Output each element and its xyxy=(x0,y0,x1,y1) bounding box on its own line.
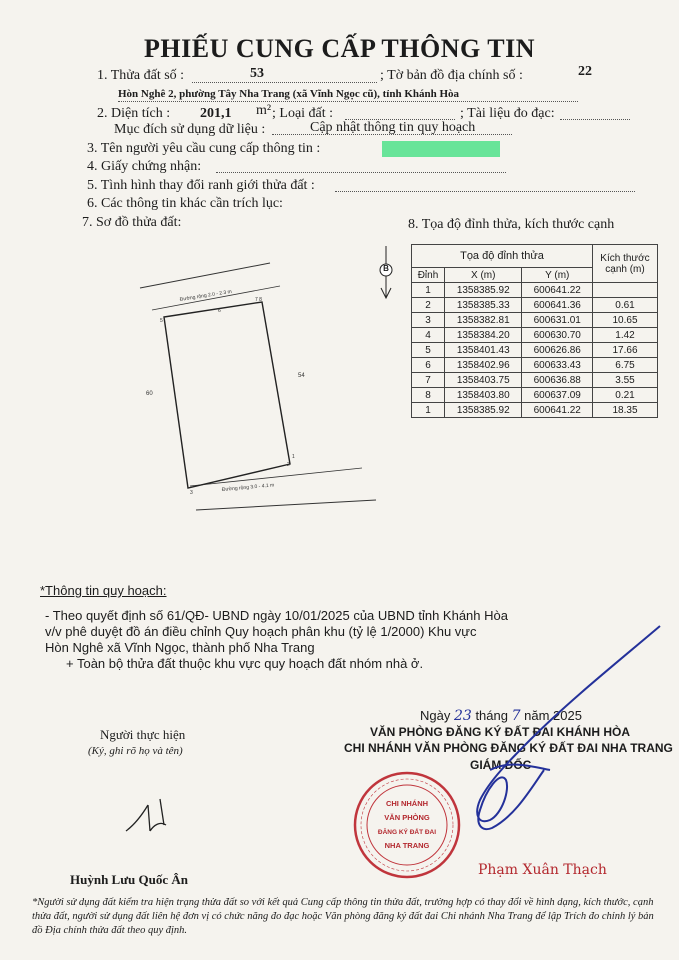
table-row xyxy=(412,283,658,298)
road-bottom-label: Đường rộng 3.0 - 4.1 m xyxy=(221,482,275,493)
area-value: 201,1 xyxy=(200,106,232,121)
parcel-boundary xyxy=(164,302,290,488)
header-coords: Tọa độ đỉnh thửa xyxy=(412,245,593,268)
parcel-number: 53 xyxy=(250,66,264,81)
table-cell-x: 1358385.33 xyxy=(445,298,522,313)
executor-note: (Ký, ghi rõ họ và tên) xyxy=(88,745,183,757)
boundary-change-label: 5. Tình hình thay đổi ranh giới thửa đất : xyxy=(87,178,315,193)
road-bottom-edge-2 xyxy=(196,500,376,510)
redacted-name-highlight xyxy=(382,141,500,157)
table-cell-d: 7 xyxy=(412,373,445,388)
table-cell-c: 1.42 xyxy=(593,328,658,343)
dotted-line xyxy=(560,119,630,120)
executor-label: Người thực hiện xyxy=(100,727,186,742)
executor-signature xyxy=(120,795,180,840)
table-cell-y: 600631.01 xyxy=(522,313,593,328)
table-cell-y: 600633.43 xyxy=(522,358,593,373)
vertex-label: 5 xyxy=(160,318,163,324)
table-cell-c: 6.75 xyxy=(593,358,658,373)
certificate-label: 4. Giấy chứng nhận: xyxy=(87,159,202,174)
planning-heading: *Thông tin quy hoạch: xyxy=(40,583,167,598)
table-row xyxy=(412,328,658,343)
table-row xyxy=(412,298,658,313)
north-mark: B xyxy=(383,264,389,273)
coords-label: 8. Tọa độ đỉnh thửa, kích thước cạnh xyxy=(408,217,615,232)
table-cell-x: 1358403.75 xyxy=(445,373,522,388)
parcel-number-label: 1. Thửa đất số : xyxy=(97,68,185,83)
table-cell-c: 3.55 xyxy=(593,373,658,388)
vertex-label: 7 8 xyxy=(255,297,262,303)
dotted-line xyxy=(118,101,578,102)
purpose-label: Mục đích sử dụng dữ liệu : xyxy=(114,122,266,137)
table-cell-y: 600626.86 xyxy=(522,343,593,358)
seal-text: NHA TRANG xyxy=(384,841,430,850)
table-cell-d: 2 xyxy=(412,298,445,313)
seal-text: CHI NHÁNH xyxy=(385,799,429,808)
table-cell-c: 17.66 xyxy=(593,343,658,358)
table-cell-x: 1358401.43 xyxy=(445,343,522,358)
table-cell-d: 5 xyxy=(412,343,445,358)
table-cell-x: 1358382.81 xyxy=(445,313,522,328)
dotted-line xyxy=(272,134,512,135)
table-cell-d: 8 xyxy=(412,388,445,403)
area-unit: m² xyxy=(256,103,272,118)
table-cell-y: 600636.88 xyxy=(522,373,593,388)
executor-name: Huỳnh Lưu Quốc Ân xyxy=(70,872,188,887)
header-edge-length: Kích thước cạnh (m) xyxy=(593,245,658,283)
table-row xyxy=(412,403,658,418)
planning-line: Hòn Nghê xã Vĩnh Ngọc, thành phố Nha Trang xyxy=(45,640,315,655)
table-cell-x: 1358384.20 xyxy=(445,328,522,343)
adjacent-parcel-right: 54 xyxy=(298,373,305,379)
road-top-label: Đường rộng 2.0 - 2.3 m xyxy=(179,288,233,303)
table-cell-d: 1 xyxy=(412,283,445,298)
vertex-label: 2 xyxy=(287,462,290,468)
header-y: Y (m) xyxy=(522,268,593,283)
page-title: PHIẾU CUNG CẤP THÔNG TIN xyxy=(144,34,535,63)
director-signature xyxy=(420,620,670,850)
requester-label: 3. Tên người yêu cầu cung cấp thông tin : xyxy=(87,141,321,156)
parcel-address: Hòn Nghê 2, phường Tây Nha Trang (xã Vĩnh Ngọc cũ), tỉnh Khánh Hòa xyxy=(118,88,460,100)
table-cell-d: 6 xyxy=(412,358,445,373)
vertex-label: 1 xyxy=(292,454,295,460)
table-cell-d: 4 xyxy=(412,328,445,343)
vertex-label: 6 xyxy=(218,308,221,314)
table-cell-c: 0.21 xyxy=(593,388,658,403)
table-cell-x: 1358385.92 xyxy=(445,403,522,418)
planning-line: + Toàn bộ thửa đất thuộc khu vực quy hoạch đất nhóm nhà ở. xyxy=(66,656,424,671)
date-day: 23 xyxy=(453,708,472,724)
table-cell-x: 1358403.80 xyxy=(445,388,522,403)
table-cell-c: 18.35 xyxy=(593,403,658,418)
dotted-line xyxy=(192,82,377,83)
map-sheet-number: 22 xyxy=(578,64,592,79)
road-top-edge-1 xyxy=(140,263,270,288)
sketch-label: 7. Sơ đồ thửa đất: xyxy=(82,215,182,230)
header-x: X (m) xyxy=(445,268,522,283)
date-prefix: Ngày xyxy=(420,708,451,723)
table-row xyxy=(412,358,658,373)
table-cell-c: 0.61 xyxy=(593,298,658,313)
adjacent-parcel-left: 60 xyxy=(146,391,153,397)
land-type-label: ; Loại đất : xyxy=(272,106,334,121)
table-cell-y: 600641.22 xyxy=(522,283,593,298)
dotted-line xyxy=(335,191,635,192)
other-info-label: 6. Các thông tin khác cần trích lục: xyxy=(87,196,283,211)
purpose-value: Cập nhật thông tin quy hoạch xyxy=(310,120,476,135)
table-cell-d: 3 xyxy=(412,313,445,328)
table-cell-d: 1 xyxy=(412,403,445,418)
table-row xyxy=(412,388,658,403)
footnote: *Người sử dụng đất kiểm tra hiện trạng thửa đất so với kết quả Cung cấp thông tin thửa đất, trường hợp có thay đổi về hình dạng, kích thước, cạnh thửa đất, người sử dụng đất liên hệ đơn vị có chức năng đo đạc hoặc Văn phòng đăng ký đất đai Chi nhánh Nha Trang để lập Trích đo chỉnh lý bản đồ Địa chính thửa đất theo quy định. xyxy=(32,897,654,936)
table-cell-c xyxy=(593,283,658,298)
table-cell-y: 600641.22 xyxy=(522,403,593,418)
date-month-label: tháng xyxy=(475,708,508,723)
table-cell-c: 10.65 xyxy=(593,313,658,328)
table-cell-y: 600637.09 xyxy=(522,388,593,403)
dotted-line xyxy=(216,172,506,173)
table-cell-x: 1358385.92 xyxy=(445,283,522,298)
table-cell-x: 1358402.96 xyxy=(445,358,522,373)
seal-text: VĂN PHÒNG xyxy=(384,813,430,822)
date-year: năm 2025 xyxy=(524,708,582,723)
planning-line: - Theo quyết định số 61/QĐ- UBND ngày 10/01/2025 của UBND tỉnh Khánh Hòa xyxy=(45,608,508,623)
parcel-sketch xyxy=(130,240,400,530)
survey-doc-label: ; Tài liệu đo đạc: xyxy=(460,106,555,121)
road-bottom-edge-1 xyxy=(190,468,362,486)
vertex-label: 3 xyxy=(190,490,193,496)
table-row xyxy=(412,313,658,328)
director-title: GIÁM ĐỐC xyxy=(470,758,532,772)
header-vertex: Đỉnh xyxy=(412,268,445,283)
branch-name: CHI NHÁNH VĂN PHÒNG ĐĂNG KÝ ĐẤT ĐAI NHA TRANG xyxy=(344,741,673,755)
planning-line: v/v phê duyệt đồ án điều chỉnh Quy hoạch phân khu (tỷ lệ 1/2000) Khu vực xyxy=(45,624,477,639)
date-month: 7 xyxy=(511,708,521,724)
coordinates-table xyxy=(411,244,658,418)
table-row xyxy=(412,373,658,388)
table-cell-y: 600630.70 xyxy=(522,328,593,343)
table-row xyxy=(412,343,658,358)
area-label: 2. Diện tích : xyxy=(97,106,171,121)
office-name: VĂN PHÒNG ĐĂNG KÝ ĐẤT ĐAI KHÁNH HÒA xyxy=(370,725,631,739)
director-name: Phạm Xuân Thạch xyxy=(478,862,607,878)
table-cell-y: 600641.36 xyxy=(522,298,593,313)
seal-text: ĐĂNG KÝ ĐẤT ĐAI xyxy=(377,829,437,836)
map-sheet-label: ; Tờ bản đồ địa chính số : xyxy=(380,68,523,83)
